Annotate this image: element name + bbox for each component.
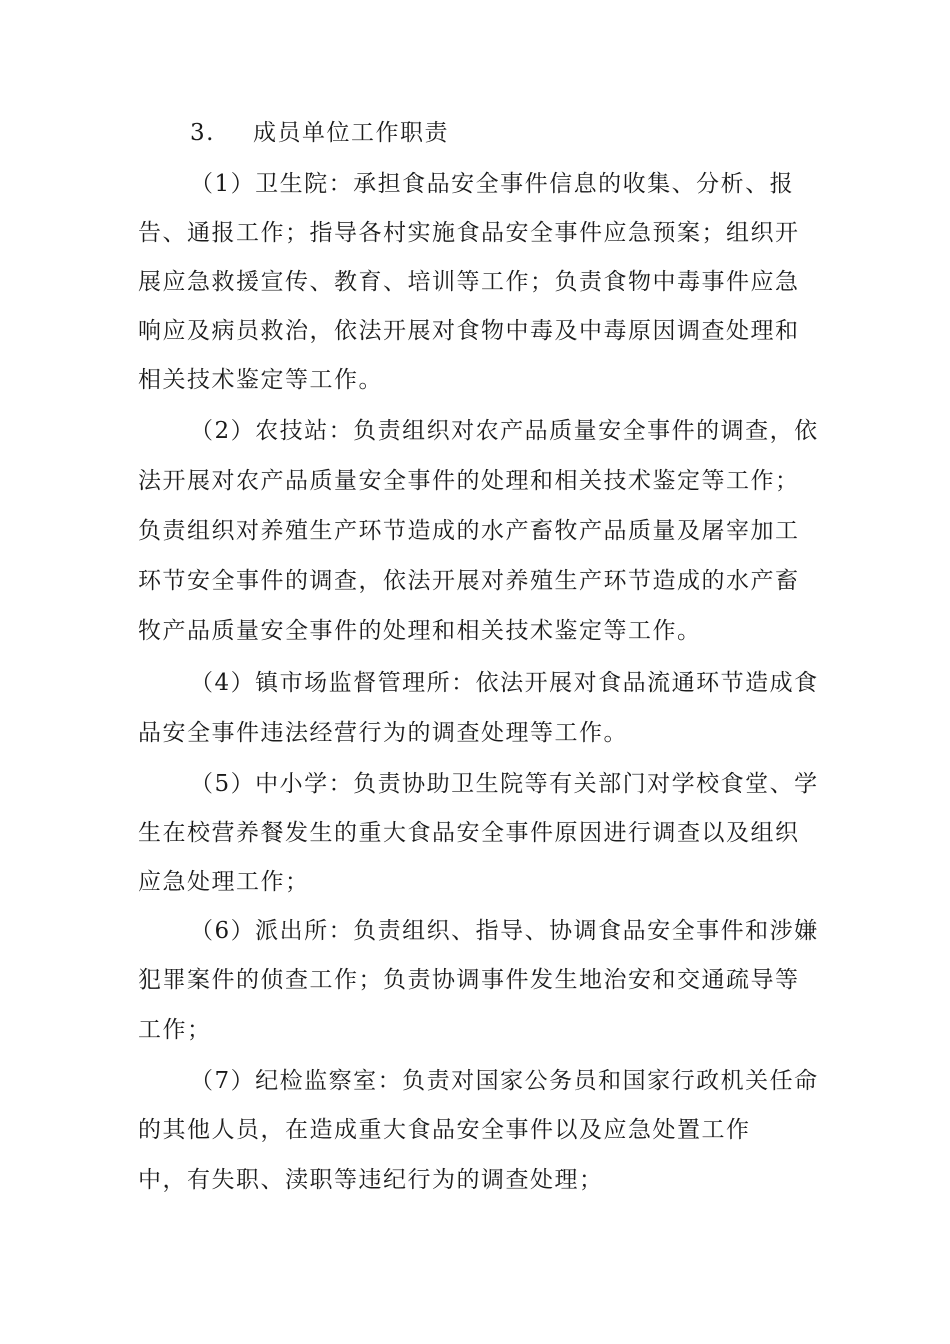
paragraph-line: 的其他人员，在造成重大食品安全事件以及应急处置工作 — [138, 1117, 751, 1143]
paragraph-line: 展应急救援宣传、教育、培训等工作；负责食物中毒事件应急 — [138, 269, 800, 295]
section-number: 3. — [190, 120, 215, 146]
paragraph-line: 牧产品质量安全事件的处理和相关技术鉴定等工作。 — [138, 618, 702, 644]
paragraph-line: 负责组织对养殖生产环节造成的水产畜牧产品质量及屠宰加工 — [138, 518, 800, 544]
paragraph-line: 品安全事件违法经营行为的调查处理等工作。 — [138, 720, 628, 746]
paragraph-line: 应急处理工作； — [138, 869, 310, 895]
paragraph-line: （2）农技站：负责组织对农产品质量安全事件的调查，依 — [190, 418, 819, 444]
paragraph-line: （4）镇市场监督管理所：依法开展对食品流通环节造成食 — [190, 670, 819, 696]
paragraph-line: （1）卫生院：承担食品安全事件信息的收集、分析、报 — [190, 171, 795, 197]
paragraph-line: 法开展对农产品质量安全事件的处理和相关技术鉴定等工作； — [138, 468, 800, 494]
paragraph-line: 告、通报工作；指导各村实施食品安全事件应急预案；组织开 — [138, 220, 800, 246]
paragraph-line: 响应及病员救治，依法开展对食物中毒及中毒原因调查处理和 — [138, 318, 800, 344]
paragraph-line: （7）纪检监察室：负责对国家公务员和国家行政机关任命 — [190, 1068, 819, 1094]
section-title: 成员单位工作职责 — [253, 120, 449, 146]
paragraph-line: 生在校营养餐发生的重大食品安全事件原因进行调查以及组织 — [138, 820, 800, 846]
paragraph-line: 中，有失职、渎职等违纪行为的调查处理； — [138, 1167, 604, 1193]
paragraph-line: 犯罪案件的侦查工作；负责协调事件发生地治安和交通疏导等 — [138, 967, 800, 993]
paragraph-line: （5）中小学：负责协助卫生院等有关部门对学校食堂、学 — [190, 771, 819, 797]
paragraph-line: 工作； — [138, 1017, 212, 1043]
paragraph-line: 相关技术鉴定等工作。 — [138, 367, 383, 393]
paragraph-line: 环节安全事件的调查，依法开展对养殖生产环节造成的水产畜 — [138, 568, 800, 594]
paragraph-line: （6）派出所：负责组织、指导、协调食品安全事件和涉嫌 — [190, 918, 819, 944]
